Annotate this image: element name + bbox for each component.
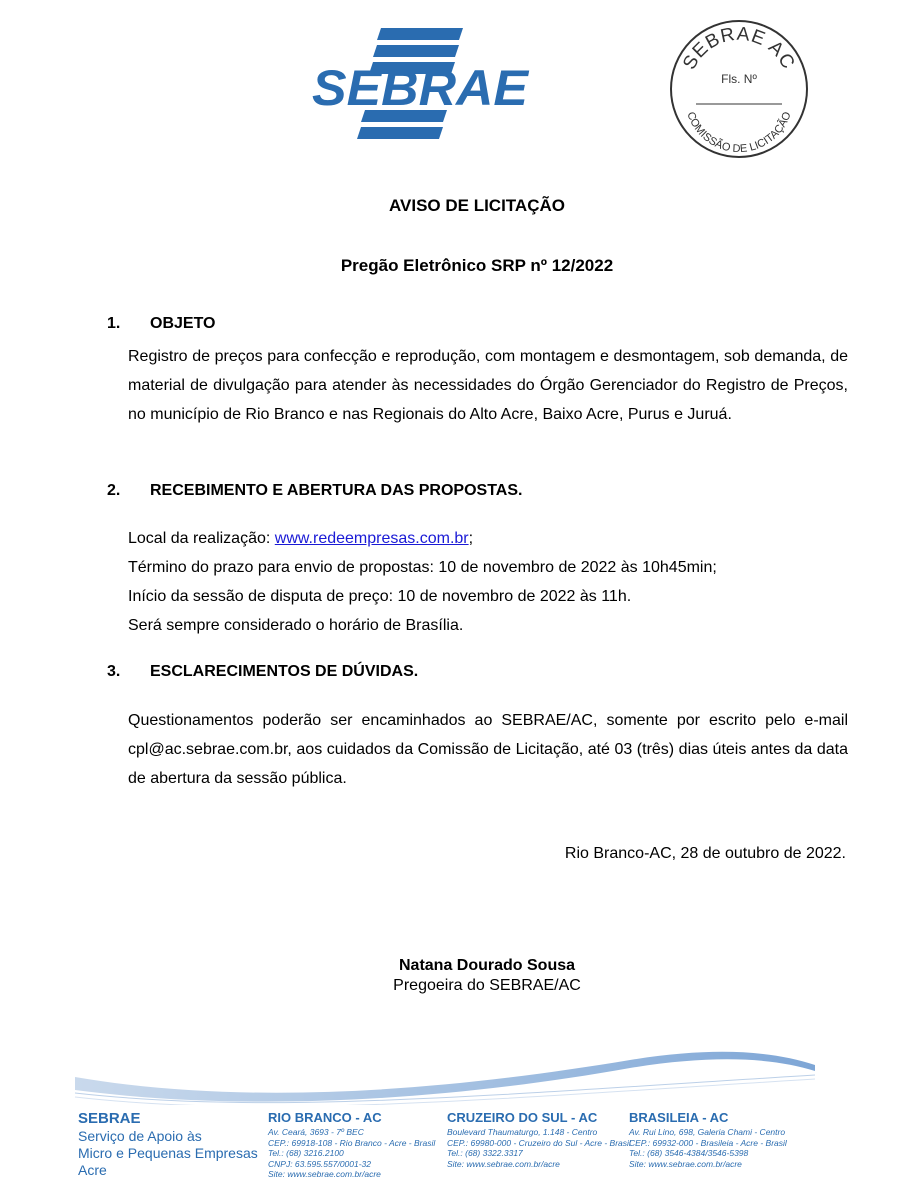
session-start-line: Início da sessão de disputa de preço: 10 de novembro de 2022 às 11h. xyxy=(128,588,632,605)
signature-role: Pregoeira do SEBRAE/AC xyxy=(393,977,581,994)
section-3-text: Questionamentos poderão ser encaminhados ao SEBRAE/AC, somente por escrito pelo e-mail cpl@ac.sebrae.com.br, aos cuidados da Comissão de Licitação, até 03 (três) dias úteis antes da data de abertura da sessão pública. xyxy=(128,712,848,787)
timezone-line: Será sempre considerado o horário de Brasília. xyxy=(128,617,464,634)
section-2-number: 2. xyxy=(107,482,121,499)
section-3-body xyxy=(128,706,848,793)
deadline-line: Término do prazo para envio de propostas: 10 de novembro de 2022 às 10h45min; xyxy=(128,559,717,576)
office-cep: CEP.: 69932-000 - Brasileia - Acre - Brasil xyxy=(629,1137,787,1148)
footer-brand-line: Micro e Pequenas Empresas xyxy=(78,1145,258,1161)
commission-stamp xyxy=(668,18,810,160)
footer-office-brasileia xyxy=(629,1110,787,1169)
office-address: Boulevard Thaumaturgo, 1.148 - Centro xyxy=(447,1127,598,1137)
footer-brand-line: Acre xyxy=(78,1162,107,1178)
signature-name: Natana Dourado Sousa xyxy=(398,957,576,974)
office-title: BRASILEIA - AC xyxy=(629,1110,729,1125)
local-label: Local da realização: xyxy=(128,530,275,547)
local-line xyxy=(128,524,848,553)
section-3-number: 3. xyxy=(107,663,121,680)
footer-wave-decoration xyxy=(70,1035,820,1105)
document-title: AVISO DE LICITAÇÃO xyxy=(389,196,565,215)
stamp-center-text: Fls. Nº xyxy=(721,72,757,86)
office-cep: CEP.: 69918-108 - Rio Branco - Acre - Brasil xyxy=(268,1137,436,1148)
office-site: Site: www.sebrae.com.br/acre xyxy=(447,1158,560,1169)
section-1-title: OBJETO xyxy=(150,315,216,332)
footer-brand-name: SEBRAE xyxy=(78,1110,141,1127)
section-1-body xyxy=(128,342,848,429)
office-site: Site: www.sebrae.com.br/acre xyxy=(268,1169,381,1180)
section-1-heading xyxy=(107,315,216,333)
document-subtitle: Pregão Eletrônico SRP nº 12/2022 xyxy=(340,256,614,275)
office-title: RIO BRANCO - AC xyxy=(268,1110,382,1125)
footer-office-rio-branco xyxy=(268,1110,435,1180)
office-phone: Tel.: (68) 3322.3317 xyxy=(447,1148,523,1159)
section-3-title: ESCLARECIMENTOS DE DÚVIDAS. xyxy=(150,663,419,680)
section-2-heading xyxy=(107,482,522,500)
stamp-bottom-text: COMISSÃO DE LICITAÇÃO xyxy=(684,110,794,156)
sebrae-logo xyxy=(305,28,535,146)
section-2-title: RECEBIMENTO E ABERTURA DAS PROPOSTAS. xyxy=(150,482,523,499)
section-1-text: Registro de preços para confecção e reprodução, com montagem e desmontagem, sob demanda, de material de divulgação para atender às necessidades do Órgão Gerenciador do Registro de Preços, no município de Rio Branco e nas Regionais do Alto Acre, Baixo Acre, Purus e Juruá. xyxy=(128,348,848,423)
local-suffix: ; xyxy=(468,530,474,547)
office-phone: Tel.: (68) 3216.2100 xyxy=(268,1148,344,1159)
office-address: Av. Rui Lino, 698, Galeria Chami - Centro xyxy=(629,1127,786,1137)
section-2-body xyxy=(128,524,848,640)
office-title: CRUZEIRO DO SUL - AC xyxy=(447,1110,598,1125)
section-3-heading xyxy=(107,663,418,681)
local-link[interactable]: www.redeempresas.com.br xyxy=(274,530,469,547)
stamp-top-text: SEBRAE AC xyxy=(679,23,799,74)
date-line: Rio Branco-AC, 28 de outubro de 2022. xyxy=(564,845,846,862)
footer-brand xyxy=(78,1110,258,1179)
svg-text:SEBRAE AC xyxy=(679,24,799,74)
footer-brand-line: Serviço de Apoio às xyxy=(78,1128,202,1144)
section-1-number: 1. xyxy=(107,315,121,332)
svg-text:COMISSÃO DE LICITAÇÃO xyxy=(684,110,794,155)
office-cnpj: CNPJ: 63.595.557/0001-32 xyxy=(268,1158,372,1169)
office-phone: Tel.: (68) 3546-4384/3546-5398 xyxy=(629,1148,749,1159)
footer-office-cruzeiro-do-sul xyxy=(447,1110,631,1169)
office-cep: CEP.: 69980-000 - Cruzeiro do Sul - Acre - Brasil xyxy=(447,1137,631,1148)
office-site: Site: www.sebrae.com.br/acre xyxy=(629,1158,742,1169)
office-address: Av. Ceará, 3693 - 7º BEC xyxy=(268,1127,364,1137)
sebrae-logo-text: SEBRAE xyxy=(312,60,530,116)
